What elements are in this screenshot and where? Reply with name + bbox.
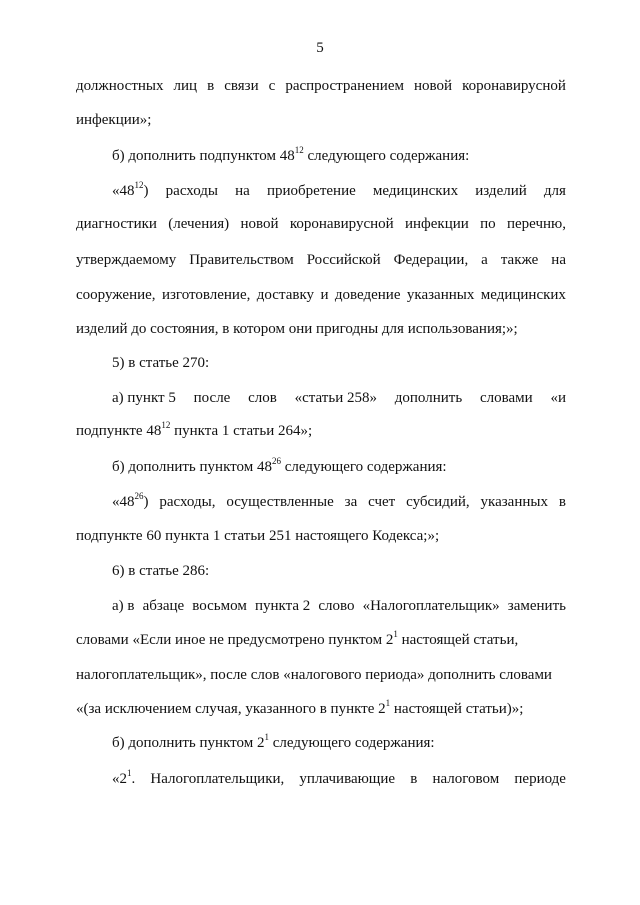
superscript: 12	[134, 180, 144, 190]
word: для	[543, 183, 566, 199]
word: связи	[224, 78, 259, 94]
item-marker: «$48^{26}$)	[112, 491, 149, 510]
superscript: 12	[161, 420, 171, 430]
word: абзаце	[142, 598, 185, 614]
text-line-15: 6) в статье 286:	[112, 563, 210, 579]
superscript: 26	[134, 491, 144, 501]
word: слов	[248, 390, 277, 406]
word: доведение	[334, 287, 401, 303]
word: новой	[414, 78, 453, 94]
text-line-10	[112, 390, 566, 407]
text-line-21	[112, 768, 566, 788]
word: а) пункт 5	[112, 390, 176, 406]
page-number: 5	[316, 40, 324, 56]
word: «статьи 258»	[294, 390, 377, 406]
word: восьмом	[192, 598, 247, 614]
word: с	[268, 78, 276, 94]
word: Налогоплательщики,	[150, 771, 285, 787]
word: сооружение,	[76, 287, 156, 303]
word: и	[320, 287, 329, 303]
word: в	[410, 771, 418, 787]
text-line-1	[76, 78, 566, 95]
word: также	[500, 252, 539, 268]
text-line-20: б) дополнить пунктом $2^1$ следующего содержания:	[112, 732, 435, 751]
word: по	[480, 216, 496, 232]
word: изделий	[475, 183, 527, 199]
word: указанных	[406, 287, 475, 303]
text-line-6	[76, 252, 566, 269]
text-line-5	[76, 216, 566, 233]
text-line-4	[112, 180, 566, 200]
word: Федерации,	[393, 252, 469, 268]
text-line-18: налогоплательщик», после слов «налогового периода» дополнить словами	[76, 667, 552, 683]
word: коронавирусной	[289, 216, 394, 232]
superscript: 12	[294, 145, 304, 155]
superscript: 26	[271, 456, 281, 466]
text-line-14: подпункте 60 пункта 1 статьи 251 настоящего Кодекса;»;	[76, 528, 440, 544]
word: слово	[318, 598, 355, 614]
word: Правительством	[189, 252, 294, 268]
text-line-12: б) дополнить пунктом $48^{26}$ следующего содержания:	[112, 456, 447, 475]
word: новой	[240, 216, 279, 232]
text-line-11: подпункте $48^{12}$ пункта 1 статьи 264»;	[76, 420, 313, 439]
word: расходы,	[159, 494, 216, 510]
word: перечню,	[506, 216, 566, 232]
word: «и	[550, 390, 566, 406]
word: должностных	[76, 78, 164, 94]
superscript: 1	[385, 698, 391, 708]
word: субсидий,	[406, 494, 470, 510]
word: распространением	[285, 78, 404, 94]
text-line-2: инфекции»;	[76, 112, 152, 128]
text-line-8: изделий до состояния, в котором они пригодны для использования;»;	[76, 321, 518, 337]
word: осуществленные	[226, 494, 334, 510]
word: налоговом	[432, 771, 500, 787]
word: заменить	[507, 598, 566, 614]
word: дополнить	[394, 390, 463, 406]
word: расходы	[165, 183, 218, 199]
word: (лечения)	[168, 216, 230, 232]
word: в	[207, 78, 215, 94]
word: медицинских	[480, 287, 566, 303]
word: уплачивающие	[299, 771, 396, 787]
text-line-9: 5) в статье 270:	[112, 355, 210, 371]
superscript: 1	[127, 768, 132, 778]
item-marker: «$48^{12}$)	[112, 180, 149, 199]
superscript: 1	[264, 732, 269, 742]
word: словами	[479, 390, 533, 406]
word: Российской	[306, 252, 381, 268]
word: инфекции	[405, 216, 469, 232]
word: лиц	[173, 78, 198, 94]
word: доставку	[256, 287, 315, 303]
word: утверждаемому	[76, 252, 177, 268]
word: медицинских	[372, 183, 459, 199]
text-line-17: словами «Если иное не предусмотрено пунктом $2^1$ настоящей статьи,	[76, 629, 519, 648]
word: указанных	[480, 494, 548, 510]
word: пункта 2	[254, 598, 311, 614]
word: приобретение	[266, 183, 356, 199]
word: а	[481, 252, 488, 268]
word: в	[558, 494, 566, 510]
word: счет	[368, 494, 396, 510]
item-marker: «$2^1$.	[112, 768, 136, 787]
word: а) в	[112, 598, 135, 614]
superscript: 1	[393, 629, 398, 639]
word: коронавирусной	[462, 78, 566, 94]
word: диагностики	[76, 216, 157, 232]
word: на	[235, 183, 250, 199]
word: периоде	[514, 771, 566, 787]
word: на	[551, 252, 566, 268]
word: после	[193, 390, 231, 406]
word: за	[344, 494, 358, 510]
text-line-13	[112, 491, 566, 511]
text-line-16	[112, 598, 566, 615]
word: изготовление,	[161, 287, 251, 303]
text-line-19: «(за исключением случая, указанного в пункте $2^1$ настоящей статьи)»;	[76, 698, 524, 717]
word: «Налогоплательщик»	[362, 598, 500, 614]
text-line-3: б) дополнить подпунктом $48^{12}$ следующего содержания:	[112, 145, 470, 164]
text-line-7	[76, 287, 566, 304]
